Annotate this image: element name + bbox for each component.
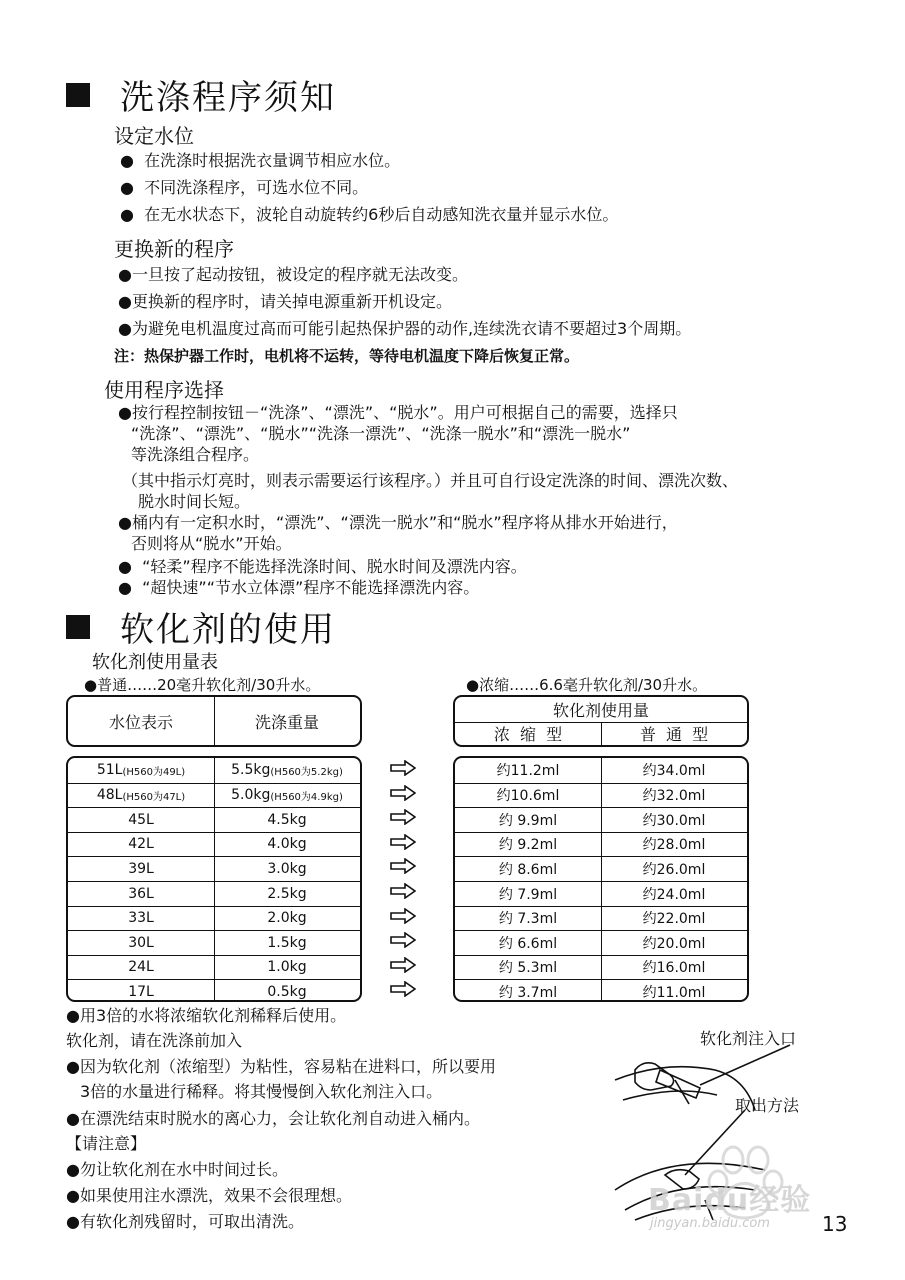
- before-heading: 软化剂，请在洗涤前加入: [66, 1031, 243, 1050]
- right-table-body: [453, 756, 749, 1002]
- bullet-continuation: 等洗涤组合程序。: [131, 445, 260, 464]
- header-normal: 普 通 型: [639, 725, 709, 744]
- water-level-cell: 24L: [128, 959, 154, 976]
- bullet-icon: ●: [118, 265, 132, 284]
- bullet-continuation: 否则将从“脱水”开始。: [131, 534, 292, 553]
- figure-label-remove: 取出方法: [735, 1096, 800, 1115]
- watermark-brand: Baidu经验: [648, 1183, 812, 1218]
- bullet-icon: ●: [120, 178, 134, 197]
- bullet-item: ●按行程控制按钮－“洗涤”、“漂洗”、“脱水”。用户可根据自己的需要，选择只: [118, 403, 678, 422]
- bullet-icon: ●: [66, 1212, 80, 1231]
- left-table-row: [68, 832, 360, 856]
- right-arrow-icon: [390, 785, 416, 801]
- normal-amount-cell: 约16.0ml: [642, 960, 706, 977]
- left-table-row: [68, 856, 360, 880]
- left-table-header: [66, 695, 362, 747]
- right-arrow-icon: [390, 908, 416, 924]
- table-title: 软化剂使用量表: [92, 652, 218, 673]
- right-arrow-icon: [390, 957, 416, 973]
- bullet-item: ●勿让软化剂在水中时间过长。: [66, 1160, 288, 1179]
- right-arrow-icon: [390, 858, 416, 874]
- bullet-item: ● 在无水状态下，波轮自动旋转约6秒后自动感知洗衣量并显示水位。: [120, 205, 619, 224]
- dilute-note: ●用3倍的水将浓缩软化剂稀释后使用。: [66, 1006, 347, 1025]
- wash-weight-cell: 1.0kg: [267, 959, 307, 976]
- right-arrow-icon: [390, 809, 416, 825]
- bullet-icon: ●: [118, 403, 132, 422]
- right-arrow-icon: [390, 834, 416, 850]
- concentrated-amount-cell: 约 7.9ml: [498, 886, 558, 903]
- bullet-item: ● 在洗涤时根据洗衣量调节相应水位。: [120, 151, 401, 170]
- left-table-row: [68, 955, 360, 979]
- watermark-url: jingyan.baidu.com: [650, 1216, 770, 1231]
- normal-amount-cell: 约26.0ml: [642, 861, 706, 878]
- left-table-row: [68, 979, 360, 1002]
- wash-weight-cell: 4.0kg: [267, 836, 307, 853]
- bullet-icon: ●: [118, 292, 132, 311]
- paren-note-cont: 脱水时间长短。: [138, 492, 251, 511]
- concentrated-amount-cell: 约 5.3ml: [498, 960, 558, 977]
- water-level-cell: 51L (H560为49L): [96, 762, 186, 778]
- bullet-icon: ●: [120, 151, 134, 170]
- wash-weight-cell: 4.5kg: [267, 811, 307, 828]
- heading-set-water: 设定水位: [114, 124, 194, 148]
- right-table-header: [453, 695, 749, 747]
- right-table-row: [455, 758, 747, 782]
- wash-weight-cell: 5.0kg (H560为4.9kg): [231, 787, 343, 804]
- concentrated-amount-cell: 约 9.9ml: [498, 812, 558, 829]
- normal-amount-cell: 约28.0ml: [642, 837, 706, 854]
- bullet-icon: ●: [466, 676, 480, 694]
- attention-heading: 【请注意】: [66, 1134, 147, 1153]
- section-title-wash-program: 洗涤程序须知: [66, 70, 336, 119]
- right-table-row: [455, 832, 747, 856]
- bullet-item: ●如果使用注水漂洗，效果不会很理想。: [66, 1186, 352, 1205]
- water-level-cell: 42L: [128, 836, 154, 853]
- bullet-item: ●为避免电机温度过高而可能引起热保护器的动作,连续洗衣请不要超过3个周期。: [118, 319, 692, 338]
- right-table-row: [455, 856, 747, 880]
- right-arrow-icon: [390, 981, 416, 997]
- normal-amount-cell: 约22.0ml: [642, 911, 706, 928]
- bullet-item: ●更换新的程序时，请关掉电源重新开机设定。: [118, 292, 452, 311]
- bullet-continuation: “洗涤”、“漂洗”、“脱水”“洗涤一漂洗”、“洗涤一脱水”和“漂洗一脱水”: [131, 424, 631, 443]
- right-arrow-icon: [390, 932, 416, 948]
- header-softener-amount: 软化剂使用量: [552, 701, 649, 720]
- bullet-item: ●在漂洗结束时脱水的离心力，会让软化剂自动进入桶内。: [66, 1109, 480, 1128]
- concentrated-amount-cell: 约11.2ml: [496, 763, 560, 779]
- concentrated-amount-cell: 约 7.3ml: [498, 911, 558, 928]
- wash-weight-cell: 1.5kg: [267, 934, 307, 951]
- concentrated-amount-cell: 约10.6ml: [496, 788, 560, 805]
- water-level-cell: 30L: [128, 934, 154, 951]
- normal-ratio-note: ●普通……20毫升软化剂/30升水。: [84, 676, 321, 694]
- right-arrow-icon: [390, 760, 416, 776]
- water-level-cell: 17L: [128, 983, 154, 1000]
- header-water-level: 水位表示: [108, 712, 173, 732]
- bullet-icon: ●: [66, 1057, 80, 1076]
- left-table-row: [68, 906, 360, 930]
- wash-weight-cell: 3.0kg: [267, 860, 307, 877]
- bullet-item: ● “轻柔”程序不能选择洗涤时间、脱水时间及漂洗内容。: [118, 557, 527, 576]
- conc-ratio-note: ●浓缩……6.6毫升软化剂/30升水。: [466, 676, 708, 694]
- paren-note: （其中指示灯亮时，则表示需要运行该程序。）并且可自行设定洗涤的时间、漂洗次数、: [122, 471, 739, 490]
- right-table-row: [455, 979, 747, 1002]
- bullet-item: ●有软化剂残留时，可取出清洗。: [66, 1212, 304, 1231]
- heading-change-program: 更换新的程序: [114, 237, 234, 261]
- concentrated-amount-cell: 约 3.7ml: [498, 984, 558, 1001]
- wash-weight-cell: 5.5kg (H560为5.2kg): [231, 762, 343, 778]
- normal-amount-cell: 约30.0ml: [642, 812, 706, 829]
- water-level-cell: 36L: [128, 885, 154, 902]
- bullet-item: ●一旦按了起动按钮，被设定的程序就无法改变。: [118, 265, 468, 284]
- right-table-row: [455, 906, 747, 930]
- right-table-row: [455, 881, 747, 905]
- left-table-row: [68, 807, 360, 831]
- wash-weight-cell: 2.0kg: [267, 910, 307, 927]
- bullet-icon: ●: [120, 205, 134, 224]
- water-level-cell: 33L: [128, 910, 154, 927]
- left-table-body: [66, 756, 362, 1002]
- header-wash-weight: 洗涤重量: [254, 712, 319, 732]
- bullet-item: ●桶内有一定积水时，“漂洗”、“漂洗一脱水”和“脱水”程序将从排水开始进行，: [118, 513, 678, 532]
- concentrated-amount-cell: 约 6.6ml: [498, 935, 558, 952]
- bullet-icon: ●: [118, 578, 132, 597]
- bullet-icon: ●: [66, 1160, 80, 1179]
- thermal-note: 注：热保护器工作时，电机将不运转，等待电机温度下降后恢复正常。: [114, 347, 580, 365]
- title-square-icon: [66, 83, 90, 107]
- concentrated-amount-cell: 约 9.2ml: [498, 837, 558, 854]
- bullet-item: ● 不同洗涤程序，可选水位不同。: [120, 178, 369, 197]
- right-arrow-icon: [390, 883, 416, 899]
- figure-label-inlet: 软化剂注入口: [700, 1029, 797, 1048]
- water-level-cell: 48L (H560为47L): [96, 787, 186, 804]
- bullet-item: ● “超快速”“节水立体漂”程序不能选择漂洗内容。: [118, 578, 480, 597]
- water-level-cell: 39L: [128, 860, 154, 877]
- wash-weight-cell: 2.5kg: [267, 885, 307, 902]
- left-table-row: [68, 783, 360, 807]
- normal-amount-cell: 约20.0ml: [642, 935, 706, 952]
- bullet-icon: ●: [84, 676, 98, 694]
- bullet-icon: ●: [118, 557, 132, 576]
- right-table-row: [455, 807, 747, 831]
- heading-use-program: 使用程序选择: [104, 378, 224, 402]
- normal-amount-cell: 约11.0ml: [642, 984, 706, 1001]
- left-table-row: [68, 930, 360, 954]
- normal-amount-cell: 约32.0ml: [642, 788, 706, 805]
- bullet-icon: ●: [118, 319, 132, 338]
- normal-amount-cell: 约34.0ml: [642, 763, 706, 779]
- bullet-item: ●因为软化剂（浓缩型）为粘性，容易粘在进料口，所以要用: [66, 1057, 496, 1076]
- bullet-continuation: 3倍的水量进行稀释。将其慢慢倒入软化剂注入口。: [80, 1082, 443, 1101]
- right-table-row: [455, 955, 747, 979]
- left-table-row: [68, 881, 360, 905]
- title-square-icon: [66, 615, 90, 639]
- normal-amount-cell: 约24.0ml: [642, 886, 706, 903]
- page-number: 13: [822, 1212, 848, 1236]
- left-table-row: [68, 758, 360, 782]
- bullet-icon: ●: [66, 1109, 80, 1128]
- section-title-softener: 软化剂的使用: [66, 602, 336, 651]
- bullet-icon: ●: [66, 1006, 80, 1025]
- header-concentrated: 浓 缩 型: [493, 725, 563, 744]
- water-level-cell: 45L: [128, 811, 154, 828]
- wash-weight-cell: 0.5kg: [267, 983, 307, 1000]
- bullet-icon: ●: [118, 513, 132, 532]
- right-table-row: [455, 930, 747, 954]
- right-table-row: [455, 783, 747, 807]
- concentrated-amount-cell: 约 8.6ml: [498, 861, 558, 878]
- bullet-icon: ●: [66, 1186, 80, 1205]
